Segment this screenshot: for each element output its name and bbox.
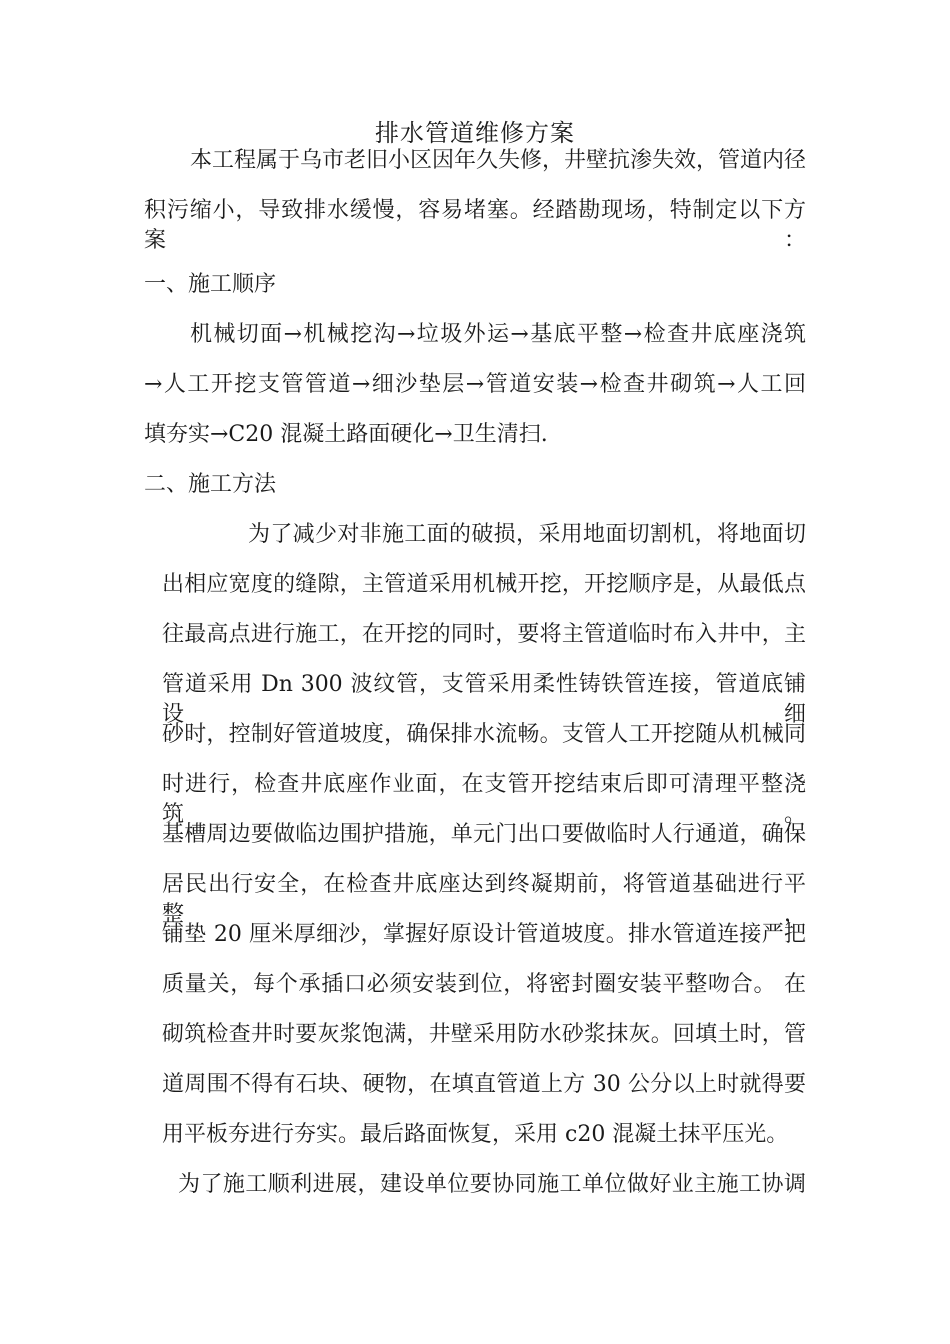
method-line-4: 管道采用 Dn 300 波纹管，支管采用柔性铸铁管连接，管道底铺设细 [162,672,806,727]
method-line-10: 质量关，每个承插口必须安装到位，将密封圈安装平整吻合。 在 [162,972,806,997]
method-line-12: 道周围不得有石块、硬物，在填直管道上方 30 公分以上时就得要 [162,1072,806,1097]
method-line-6: 时进行，检查井底座作业面，在支管开挖结束后即可清理平整浇筑。 [162,772,806,827]
method-line-13: 用平板夯进行夯实。最后路面恢复，采用 c20 混凝土抹平压光。 [162,1122,789,1147]
method-line-11: 砌筑检查井时要灰浆饱满，井壁采用防水砂浆抹灰。回填土时，管 [162,1022,806,1047]
closing-line: 为了施工顺利进展，建设单位要协同施工单位做好业主施工协调 [178,1172,806,1197]
intro-line-1: 本工程属于乌市老旧小区因年久失修，井壁抗渗失效，管道内径 [190,148,807,173]
method-line-2: 出相应宽度的缝隙，主管道采用机械开挖，开挖顺序是，从最低点 [162,572,806,597]
method-line-3: 往最高点进行施工，在开挖的同时，要将主管道临时布入井中，主 [162,622,806,647]
sequence-line-2: →人工开挖支管管道→细沙垫层→管道安装→检查井砌筑→人工回 [144,372,806,397]
sequence-line-3: 填夯实→C20 混凝土路面硬化→卫生清扫. [144,422,548,447]
section-heading-sequence: 一、施工顺序 [144,272,277,297]
method-line-8: 居民出行安全，在检查井底座达到终凝期前，将管道基础进行平整， [162,872,806,927]
document-title: 排水管道维修方案 [375,119,575,147]
method-line-5: 砂时，控制好管道坡度，确保排水流畅。支管人工开挖随从机械同 [162,722,806,747]
sequence-line-1: 机械切面→机械挖沟→垃圾外运→基底平整→检查井底座浇筑 [190,322,806,347]
section-heading-method: 二、施工方法 [144,472,277,497]
method-line-7: 基槽周边要做临边围护措施，单元门出口要做临时人行通道，确保 [162,822,806,847]
intro-line-2: 积污缩小，导致排水缓慢，容易堵塞。经踏勘现场，特制定以下方案： [144,198,806,253]
method-line-1: 为了减少对非施工面的破损，采用地面切割机，将地面切 [248,522,806,547]
method-line-9: 铺垫 20 厘米厚细沙，掌握好原设计管道坡度。排水管道连接严把 [162,922,806,947]
